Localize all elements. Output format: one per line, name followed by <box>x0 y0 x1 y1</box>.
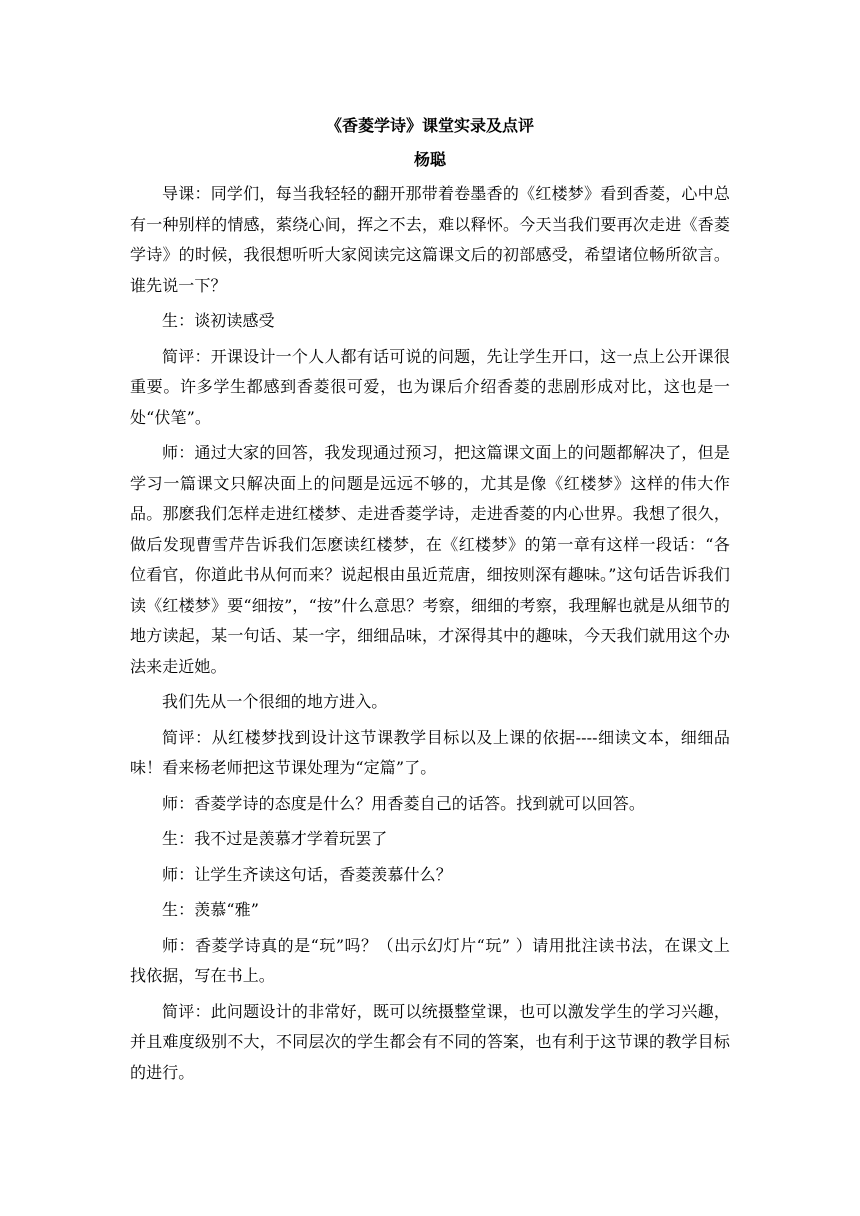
document-body <box>130 179 730 1093</box>
paragraph-intro: 导课：同学们，每当我轻轻的翻开那带着卷墨香的《红楼梦》看到香菱，心中总有一种别样的情感，萦绕心间，挥之不去，难以释怀。今天当我们要再次走进《香菱学诗》的时候，我很想听听大家阅读完这篇课文后的初部感受，希望诸位畅所欲言。谁先说一下？ <box>130 184 730 295</box>
paragraph-teacher-3: 师：香菱学诗的态度是什么？用香菱自己的话答。找到就可以回答。 <box>162 793 646 813</box>
paragraph-teacher-5: 师：香菱学诗真的是“玩”吗？（出示幻灯片“玩” ）请用批注读书法，在课文上找依据，写在书上。 <box>130 935 730 985</box>
document-title: 《香菱学诗》课堂实录及点评 <box>325 116 534 135</box>
paragraph-comment-2: 简评：从红楼梦找到设计这节课教学目标以及上课的依据----细读文本，细细品味！看来杨老师把这节课处理为“定篇”了。 <box>130 727 730 777</box>
paragraph-teacher-4: 师：让学生齐读这句话，香菱羡慕什么？ <box>162 864 452 884</box>
paragraph-student-1: 生：谈初读感受 <box>162 311 275 330</box>
paragraph-student-3: 生：羡慕“雅” <box>162 900 260 919</box>
paragraph-teacher-2: 我们先从一个很细的地方进入。 <box>162 692 388 711</box>
paragraph-comment-3: 简评：此问题设计的非常好，既可以统摄整堂课，也可以激发学生的学习兴趣，并且难度级别不大，不同层次的学生都会有不同的答案，也有利于这节课的教学目标的进行。 <box>130 1001 730 1082</box>
paragraph-teacher-1: 师：通过大家的回答，我发现通过预习，把这篇课文面上的问题都解决了，但是学习一篇课文只解决面上的问题是远远不够的，尤其是像《红楼梦》这样的伟大作品。那麽我们怎样走进红楼梦、走进香菱学诗，走进香菱的内心世界。我想了很久，做后发现曹雪芹告诉我们怎麽读红楼梦，在《红楼梦》的第一章有这样一段话：“各位看官，你道此书从何而来？说起根由虽近荒唐，细按则深有趣味。”这句话告诉我们读《红楼梦》要“细按”，“按”什么意思？考察，细细的考察，我理解也就是从细节的地方读起，某一句话、某一字，细细品味，才深得其中的趣味，今天我们就用这个办法来走近她。 <box>130 443 730 676</box>
document-author: 杨聪 <box>413 150 446 169</box>
paragraph-student-2: 生：我不过是羡慕才学着玩罢了 <box>162 829 388 848</box>
paragraph-comment-1: 简评：开课设计一个人人都有话可说的问题，先让学生开口，这一点上公开课很重要。许多学生都感到香菱很可爱，也为课后介绍香菱的悲剧形成对比，这也是一处“伏笔”。 <box>130 346 730 427</box>
